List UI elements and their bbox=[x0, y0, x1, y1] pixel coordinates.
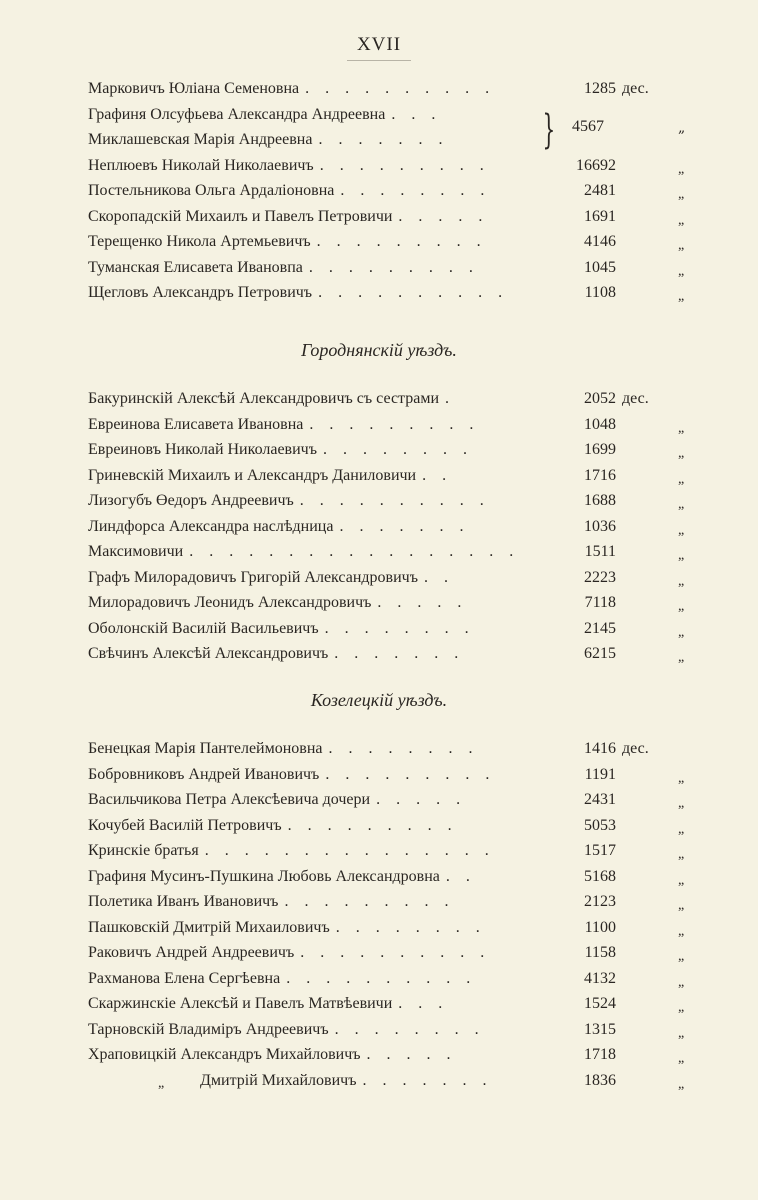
table-row bbox=[88, 255, 685, 281]
table-row bbox=[88, 590, 685, 616]
table-row bbox=[88, 762, 685, 788]
table-row bbox=[88, 204, 685, 230]
owner-name: Раковичъ Андрей Андреевичъ bbox=[88, 944, 295, 961]
table-row bbox=[88, 463, 685, 489]
leader-dots: . . . . . . . . . bbox=[287, 816, 458, 834]
ditto-mark: „ bbox=[678, 420, 685, 436]
bracketed-pair bbox=[88, 102, 686, 153]
table-row bbox=[88, 641, 685, 667]
table-row bbox=[88, 813, 685, 839]
area-value: 1048 bbox=[584, 415, 616, 433]
ditto-mark: „ bbox=[678, 1051, 685, 1066]
owner-name: Тарновскій Владиміръ Андреевичъ bbox=[88, 1020, 329, 1038]
area-value: 1716 bbox=[584, 466, 616, 484]
leader-dots: . . . . . . . . . . . . . . . . . bbox=[189, 543, 520, 560]
area-value: 1191 bbox=[584, 765, 616, 783]
owner-name: Туманская Елисавета Ивановпа bbox=[88, 258, 303, 276]
owner-name: Постельникова Ольга Ардаліоновна bbox=[88, 182, 335, 199]
section-chernigov-list bbox=[88, 76, 686, 306]
table-row bbox=[88, 838, 685, 864]
ditto-mark: „ bbox=[678, 599, 685, 614]
leader-dots: . . . . . bbox=[366, 1046, 457, 1063]
area-value: 1315 bbox=[584, 1020, 616, 1038]
leader-dots: . . bbox=[445, 867, 476, 885]
leader-dots: . . . . . . . . . bbox=[325, 765, 496, 783]
area-value: 4146 bbox=[584, 233, 616, 250]
area-value: 2431 bbox=[584, 791, 616, 808]
area-value: 6215 bbox=[584, 645, 616, 662]
area-value: 7118 bbox=[584, 594, 616, 611]
section-heading-kozelets: Козелецкій уѣздъ. bbox=[310, 690, 448, 710]
ditto-mark: „ bbox=[678, 821, 685, 837]
area-value: 1688 bbox=[584, 492, 616, 509]
table-row bbox=[88, 514, 685, 540]
table-row bbox=[88, 178, 685, 204]
ditto-mark: „ bbox=[678, 1076, 685, 1092]
owner-name: Скаржинскіе Алексѣй и Павелъ Матвѣевичи bbox=[88, 995, 393, 1012]
area-value: 1718 bbox=[584, 1046, 616, 1063]
ditto-mark: „ bbox=[678, 949, 685, 964]
ditto-mark: „ bbox=[678, 1025, 685, 1041]
table-row bbox=[88, 787, 685, 813]
leader-dots: . . . . . . . bbox=[339, 517, 470, 535]
leader-dots: . . . . . . . . . . . . . . . bbox=[204, 842, 495, 859]
ditto-mark: „ bbox=[678, 238, 685, 253]
table-row bbox=[88, 280, 685, 306]
area-value: 2123 bbox=[584, 893, 616, 910]
table-row bbox=[88, 76, 678, 102]
ditto-mark: „ bbox=[678, 119, 686, 136]
ditto-mark: „ bbox=[678, 446, 685, 461]
section-kozelets-list bbox=[88, 736, 685, 1093]
unit-label: дес. bbox=[622, 740, 649, 757]
brace-icon: } bbox=[542, 106, 556, 153]
leader-dots: . bbox=[445, 390, 456, 407]
page-number-rule bbox=[347, 60, 411, 61]
area-value: 5168 bbox=[584, 867, 616, 885]
ditto-mark: „ bbox=[678, 847, 685, 862]
ditto-mark: „ bbox=[678, 161, 685, 177]
ditto-mark: „ bbox=[678, 187, 685, 202]
leader-dots: . . . . . . . . . . bbox=[286, 969, 477, 987]
leader-dots: . . . . . . . . . . bbox=[299, 492, 490, 509]
leader-dots: . . . . . bbox=[398, 207, 489, 225]
leader-dots: . . . . . . . . bbox=[334, 1020, 485, 1038]
ditto-mark: „ bbox=[678, 548, 685, 563]
ditto-mark: „ bbox=[678, 872, 685, 888]
leader-dots: . . bbox=[422, 466, 453, 484]
area-value: 4132 bbox=[584, 969, 616, 987]
leader-dots: . . . . . . . . . . bbox=[305, 80, 496, 97]
owner-name: Кочубей Василій Петровичъ bbox=[88, 816, 282, 834]
table-row bbox=[88, 966, 685, 992]
ditto-mark: „ bbox=[678, 974, 685, 990]
table-row bbox=[88, 386, 678, 412]
area-value: 1108 bbox=[584, 284, 616, 301]
ditto-mark: „ bbox=[678, 923, 685, 939]
leader-dots: . . bbox=[423, 568, 454, 586]
owner-name: Максимовичи bbox=[88, 543, 184, 560]
owner-name: Графиня Мусинъ-Пушкина Любовь Александровна bbox=[88, 867, 440, 885]
table-row bbox=[88, 616, 685, 642]
table-row bbox=[88, 940, 685, 966]
area-value: 1416 bbox=[584, 740, 616, 757]
ditto-mark: „ bbox=[678, 471, 685, 487]
ditto-mark: „ bbox=[678, 624, 685, 640]
section-gorodnya-list bbox=[88, 386, 685, 667]
ditto-mark: „ bbox=[678, 898, 685, 913]
leader-dots: . . . . . . . bbox=[334, 645, 465, 662]
table-row bbox=[88, 889, 685, 915]
owner-name: Неплюевъ Николай Николаевичъ bbox=[88, 156, 314, 174]
leader-dots: . . . . . . . . . bbox=[309, 415, 480, 433]
table-row bbox=[88, 915, 685, 941]
ditto-mark: „ bbox=[678, 263, 685, 279]
area-value: 1285 bbox=[584, 80, 616, 97]
owner-name: Дмитрій Михайловичъ bbox=[200, 1071, 357, 1089]
owner-name: Рахманова Елена Сергѣевна bbox=[88, 969, 281, 987]
area-value: 1511 bbox=[584, 543, 616, 560]
area-value: 2145 bbox=[584, 619, 616, 637]
ditto-mark: „ bbox=[158, 1075, 165, 1091]
area-value: 1836 bbox=[584, 1071, 616, 1089]
table-row bbox=[88, 1068, 685, 1094]
owner-name: Пашковскій Дмитрій Михаиловичъ bbox=[88, 918, 330, 936]
area-value: 2223 bbox=[584, 568, 616, 586]
leader-dots: . . . . . . . . . . bbox=[318, 284, 509, 301]
table-row bbox=[88, 864, 685, 890]
leader-dots: . . . . . . . . bbox=[340, 182, 491, 199]
owner-name: Щегловъ Александръ Петровичъ bbox=[88, 284, 313, 301]
area-value: 2052 bbox=[584, 390, 616, 407]
owner-name: Лизогубъ Өедоръ Андреевичъ bbox=[88, 492, 294, 509]
owner-name: Евреиновъ Николай Николаевичъ bbox=[88, 441, 317, 458]
leader-dots: . . . . . . . . bbox=[324, 619, 475, 637]
table-row bbox=[88, 736, 678, 762]
owner-name: Графъ Милорадовичъ Григорій Александровичъ bbox=[88, 568, 418, 586]
owner-name: Милорадовичъ Леонидъ Александровичъ bbox=[88, 594, 372, 611]
area-value: 1158 bbox=[584, 944, 616, 961]
area-value: 1517 bbox=[584, 842, 616, 859]
table-row bbox=[88, 229, 685, 255]
owner-name: Свѣчинъ Алексѣй Александровичъ bbox=[88, 645, 329, 662]
area-value: 1524 bbox=[584, 995, 616, 1012]
area-value: 2481 bbox=[584, 182, 616, 199]
owner-name: Марковичъ Юліана Семеновна bbox=[88, 80, 300, 97]
table-row bbox=[88, 991, 685, 1017]
area-value: 4567 bbox=[572, 117, 604, 135]
table-row bbox=[88, 488, 685, 514]
leader-dots: . . . . . . . . . bbox=[319, 156, 490, 174]
ditto-mark: „ bbox=[678, 1000, 685, 1015]
owner-name: Линдфорса Александра наслѣдница bbox=[88, 517, 334, 535]
owner-name: Терещенко Никола Артемьевичъ bbox=[88, 233, 311, 250]
area-value: 1036 bbox=[584, 517, 616, 535]
table-row bbox=[88, 1042, 685, 1068]
leader-dots: . . . . . . . . bbox=[328, 740, 479, 757]
owner-name: Оболонскій Василій Васильевичъ bbox=[88, 619, 319, 637]
unit-label: дес. bbox=[622, 390, 649, 407]
leader-dots: . . . . . . . . . bbox=[284, 893, 455, 910]
page-number: XVII bbox=[356, 34, 402, 55]
table-row bbox=[88, 153, 685, 179]
owner-name: Миклашевская Марія Андреевна bbox=[88, 131, 313, 148]
area-value: 1691 bbox=[584, 207, 616, 225]
table-row bbox=[88, 437, 685, 463]
area-value: 5053 bbox=[584, 816, 616, 834]
owner-name: Кринскіе братья bbox=[88, 842, 199, 859]
leader-dots: . . . . . . . . bbox=[322, 441, 473, 458]
area-value: 1045 bbox=[584, 258, 616, 276]
leader-dots: . . . . . bbox=[377, 594, 468, 611]
owner-name: Бакуринскій Алексѣй Александровичъ съ сестрами bbox=[88, 390, 440, 407]
leader-dots: . . . . . bbox=[376, 791, 467, 808]
owner-name: Евреинова Елисавета Ивановна bbox=[88, 415, 304, 433]
owner-name: Бенецкая Марія Пантелеймоновна bbox=[88, 740, 323, 757]
ditto-mark: „ bbox=[678, 289, 685, 304]
ditto-mark: „ bbox=[678, 573, 685, 589]
leader-dots: . . . . . . . bbox=[318, 131, 449, 148]
owner-name: Храповицкій Александръ Михайловичъ bbox=[88, 1046, 361, 1063]
area-value: 16692 bbox=[576, 156, 616, 174]
ditto-mark: „ bbox=[678, 522, 685, 538]
leader-dots: . . . . . . . bbox=[362, 1071, 493, 1089]
table-row bbox=[88, 565, 685, 591]
leader-dots: . . . . . . . . . bbox=[308, 258, 479, 276]
leader-dots: . . . . . . . . . bbox=[316, 233, 487, 250]
table-row bbox=[88, 412, 685, 438]
ditto-mark: „ bbox=[678, 650, 685, 665]
owner-name: Графиня Олсуфьева Александра Андреевна bbox=[88, 105, 386, 123]
unit-label: дес. bbox=[622, 80, 649, 97]
area-value: 1699 bbox=[584, 441, 616, 458]
table-row bbox=[88, 1017, 685, 1043]
owner-name: Васильчикова Петра Алексѣевича дочери bbox=[88, 791, 371, 808]
owner-name: Гриневскій Михаилъ и Александръ Даниловичи bbox=[88, 466, 417, 484]
ditto-mark: „ bbox=[678, 796, 685, 811]
owner-name: Скоропадскій Михаилъ и Павелъ Петровичи bbox=[88, 207, 393, 225]
leader-dots: . . . . . . . . . . bbox=[300, 944, 491, 961]
leader-dots: . . . . . . . . bbox=[335, 918, 486, 936]
leader-dots: . . . bbox=[398, 995, 449, 1012]
owner-name: Полетика Иванъ Ивановичъ bbox=[88, 893, 279, 910]
ditto-mark: „ bbox=[678, 497, 685, 512]
leader-dots: . . . bbox=[391, 105, 442, 123]
owner-name: Бобровниковъ Андрей Ивановичъ bbox=[88, 765, 320, 783]
area-value: 1100 bbox=[584, 918, 616, 936]
section-heading-gorodnya: Городнянскій уѣздъ. bbox=[301, 340, 457, 360]
ditto-mark: „ bbox=[678, 770, 685, 786]
table-row bbox=[88, 539, 685, 565]
ditto-mark: „ bbox=[678, 212, 685, 228]
